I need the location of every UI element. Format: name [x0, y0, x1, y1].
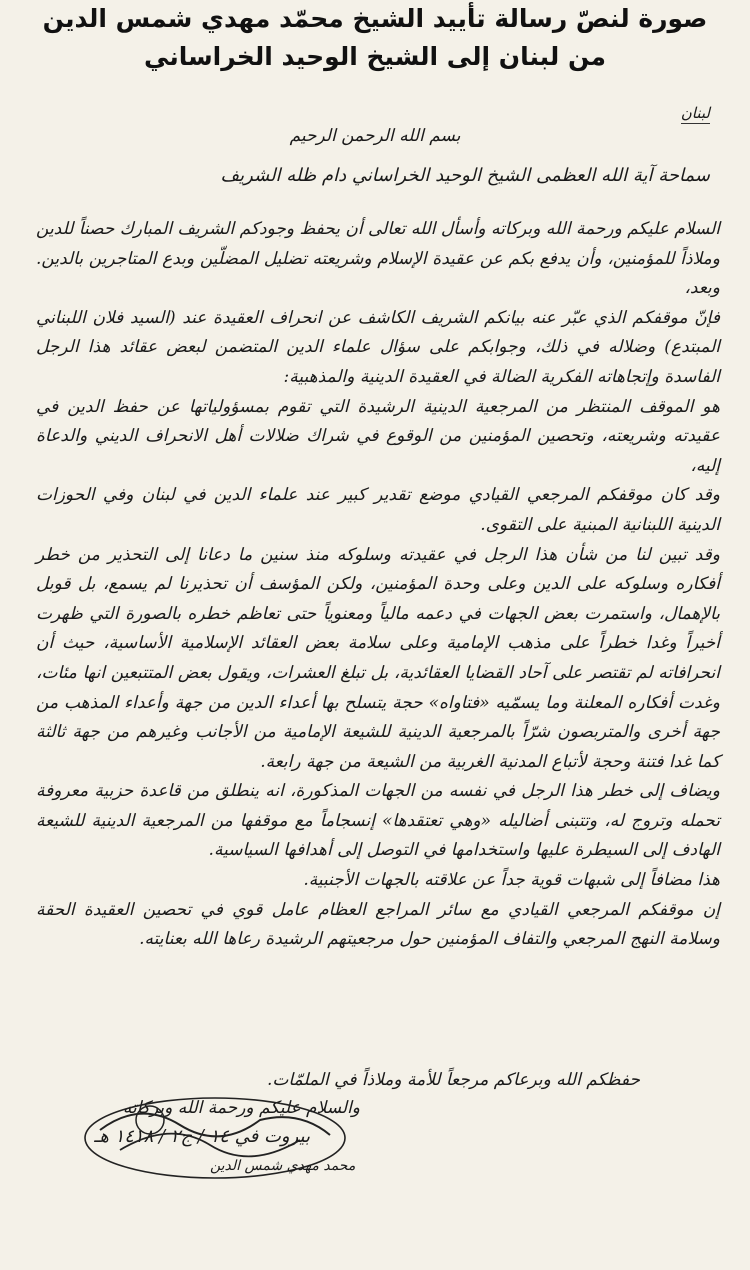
- page-subtitle: من لبنان إلى الشيخ الوحيد الخراساني: [144, 42, 606, 71]
- paragraph: وقد كان موقفكم المرجعي القيادي موضع تقدير كبير عند علماء الدين في لبنان وفي الحوزات الدينية اللبنانية المبنية على التقوى.: [36, 485, 720, 535]
- page-title: صورة لنصّ رسالة تأييد الشيخ محمّد مهدي شمس الدين: [42, 4, 708, 33]
- closing-salutation: والسلام عليكم ورحمة الله وبركاته: [122, 1098, 360, 1118]
- paragraph: هو الموقف المنتظر من المرجعية الدينية الرشيدة التي تقوم بمسؤولياتها عن حفظ الدين في عقيدته وشريعته، وتحصين المؤمنين من الوقوع في شراك ضلالات أهل الانحراف الديني والدعاة إليه،: [36, 396, 720, 476]
- closing-blessing: حفظكم الله وبرعاكم مرجعاً للأمة وملاذاً في الملمّات.: [266, 1070, 640, 1090]
- addressee: سماحة آية الله العظمى الشيخ الوحيد الخراساني دام ظله الشريف: [220, 165, 710, 186]
- paragraph: فإنّ موقفكم الذي عبّر عنه بيانكم الشريف الكاشف عن انحراف العقيدة عند (السيد فلان اللبناني المبتدع) وضلاله في ذلك، وجوابكم على سؤال علماء الدين المتضمن لبعض عقائد هذا الرجل الفاسدة وإتجاهاته الفكرية الضالة في العقيدة الدينية والمذهبية:: [36, 307, 720, 387]
- paragraph: ويضاف إلى خطر هذا الرجل في نفسه من الجهات المذكورة، انه ينطلق من قاعدة حزبية معروفة تحمله وتروج له، وتتبنى أضاليله «وهي تعتقدها» إنسجاماً مع موقفها من المرجعية الدينية للشيعة الهادف إلى السيطرة عليها واستخدامها في التوصل إلى أهدافها السياسية.: [36, 781, 720, 861]
- letterhead: لبنان: [680, 104, 710, 122]
- paragraph: هذا مضافاً إلى شبهات قوية جداً عن علاقته بالجهات الأجنبية.: [303, 870, 720, 891]
- paragraph: إن موقفكم المرجعي القيادي مع سائر المراجع العظام عامل قوي في تحصين العقيدة الحقة وسلامة النهج المرجعي والتفاف المؤمنين حول مرجعيتهم الرشيدة رعاها الله بعنايته.: [36, 899, 720, 950]
- paragraph: وقد تبين لنا من شأن هذا الرجل في عقيدته وسلوكه منذ سنين ما دعانا إلى التحذير من خطر أفكاره وسلوكه على الدين وعلى وحدة المؤمنين، ولكن المؤسف أن تحذيرنا لم يسمع، بل قوبل بالإهمال، واستمرت بعض الجهات في دعمه مالياً ومعنوياً حتى تعاظم خطره بالصورة التي ظهرت أخيراً وغدا خطراً على مذهب الإمامية وعلى سلامة بعض العقائد الإسلامية الأساسية، حيث أن انحرافاته لم تقتصر على آحاد القضايا العقائدية، بل تبلغ العشرات، ويقول بعض المتتبعين انها مئات، وغدت أفكاره المعلنة وما يسمّيه «فتاواه» حجة يتسلح بها أعداء الدين من جهة وأعداء المذهب من جهة أخرى والمتربصون شرّاً بالمرجعية الدينية للشيعة الإمامية من الأجانب وغيرهم من جهة ثالثة كما غدا فتنة وحجة لأتباع المدنية الغربية من الشيعة من جهة رابعة.: [36, 544, 720, 772]
- letter-body: [36, 215, 720, 955]
- letter-date: بيروت في ١٤ / ج٢ / ١٤١٨ هـ: [94, 1126, 310, 1147]
- paragraph: السلام عليكم ورحمة الله وبركاته وأسأل الله تعالى أن يحفظ وجودكم الشريف المبارك حصناً للدين وملاذاً للمؤمنين، وأن يدفع بكم عن عقيدة الإسلام وشريعته تضليل المضلّين وبدع المتاجرين بالدين. وبعد،: [36, 219, 720, 299]
- basmala: بسم الله الرحمن الرحيم: [289, 126, 461, 146]
- signature-name: محمد مهدي شمس الدين: [210, 1158, 356, 1174]
